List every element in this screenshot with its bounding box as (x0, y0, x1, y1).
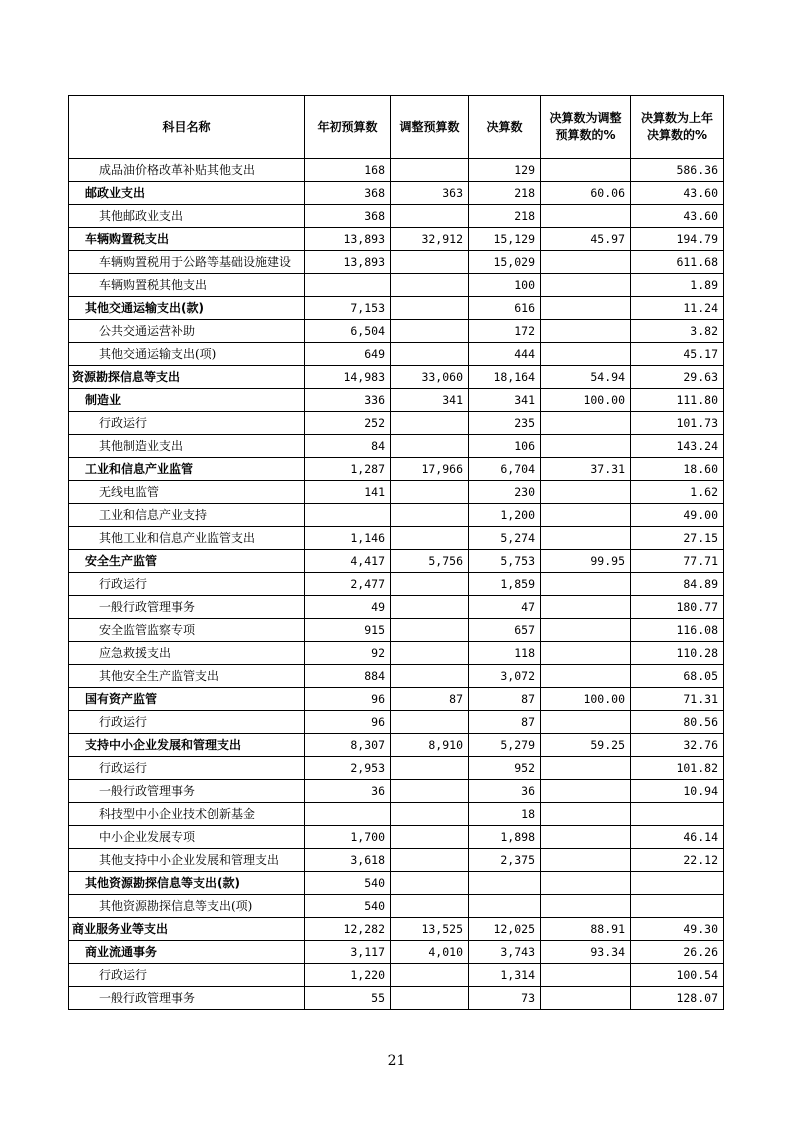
cell-pct-of-last-year: 180.77 (631, 596, 724, 619)
cell-subject-name: 制造业 (69, 389, 305, 412)
cell-adjusted-budget: 32,912 (391, 228, 469, 251)
cell-final-account: 18,164 (469, 366, 541, 389)
cell-adjusted-budget (391, 481, 469, 504)
table-row (69, 573, 724, 596)
cell-initial-budget: 540 (305, 895, 391, 918)
cell-pct-of-last-year: 128.07 (631, 987, 724, 1010)
table-row (69, 872, 724, 895)
cell-subject-name: 行政运行 (69, 573, 305, 596)
cell-final-account: 172 (469, 320, 541, 343)
header-adjusted-budget: 调整预算数 (391, 96, 469, 159)
cell-final-account: 73 (469, 987, 541, 1010)
table-header-row (69, 96, 724, 159)
cell-pct-of-adjusted: 60.06 (541, 182, 631, 205)
cell-adjusted-budget (391, 320, 469, 343)
cell-subject-name: 国有资产监管 (69, 688, 305, 711)
cell-subject-name: 成品油价格改革补贴其他支出 (69, 159, 305, 182)
cell-adjusted-budget (391, 642, 469, 665)
cell-final-account: 18 (469, 803, 541, 826)
table-row (69, 251, 724, 274)
cell-final-account: 2,375 (469, 849, 541, 872)
cell-final-account: 100 (469, 274, 541, 297)
cell-pct-of-last-year: 100.54 (631, 964, 724, 987)
table-row (69, 366, 724, 389)
table-row (69, 481, 724, 504)
cell-initial-budget: 3,618 (305, 849, 391, 872)
cell-subject-name: 邮政业支出 (69, 182, 305, 205)
cell-pct-of-adjusted (541, 205, 631, 228)
cell-adjusted-budget (391, 159, 469, 182)
cell-pct-of-last-year: 68.05 (631, 665, 724, 688)
cell-pct-of-adjusted: 88.91 (541, 918, 631, 941)
cell-adjusted-budget (391, 964, 469, 987)
cell-subject-name: 无线电监管 (69, 481, 305, 504)
cell-pct-of-last-year: 11.24 (631, 297, 724, 320)
table-row (69, 895, 724, 918)
cell-subject-name: 其他资源勘探信息等支出(项) (69, 895, 305, 918)
cell-pct-of-adjusted (541, 711, 631, 734)
table-row (69, 343, 724, 366)
cell-initial-budget: 1,700 (305, 826, 391, 849)
table-row (69, 159, 724, 182)
cell-pct-of-last-year: 26.26 (631, 941, 724, 964)
cell-initial-budget: 540 (305, 872, 391, 895)
cell-final-account: 3,072 (469, 665, 541, 688)
cell-final-account (469, 895, 541, 918)
cell-final-account: 1,314 (469, 964, 541, 987)
table-row (69, 527, 724, 550)
cell-final-account: 6,704 (469, 458, 541, 481)
cell-final-account: 47 (469, 596, 541, 619)
cell-final-account: 129 (469, 159, 541, 182)
table-row (69, 228, 724, 251)
cell-final-account: 235 (469, 412, 541, 435)
cell-pct-of-adjusted (541, 619, 631, 642)
table-row (69, 665, 724, 688)
cell-initial-budget: 13,893 (305, 228, 391, 251)
cell-final-account: 218 (469, 205, 541, 228)
header-subject-name: 科目名称 (69, 96, 305, 159)
cell-subject-name: 行政运行 (69, 964, 305, 987)
cell-adjusted-budget (391, 895, 469, 918)
cell-pct-of-adjusted: 59.25 (541, 734, 631, 757)
cell-subject-name: 其他交通运输支出(项) (69, 343, 305, 366)
cell-initial-budget: 1,287 (305, 458, 391, 481)
cell-adjusted-budget: 5,756 (391, 550, 469, 573)
table-row (69, 435, 724, 458)
table-row (69, 918, 724, 941)
cell-initial-budget: 4,417 (305, 550, 391, 573)
header-initial-budget: 年初预算数 (305, 96, 391, 159)
cell-pct-of-last-year: 49.30 (631, 918, 724, 941)
table-row (69, 320, 724, 343)
header-final-account: 决算数 (469, 96, 541, 159)
cell-pct-of-adjusted (541, 343, 631, 366)
cell-subject-name: 工业和信息产业监管 (69, 458, 305, 481)
cell-adjusted-budget (391, 527, 469, 550)
cell-subject-name: 商业服务业等支出 (69, 918, 305, 941)
table-row (69, 274, 724, 297)
cell-pct-of-last-year: 43.60 (631, 182, 724, 205)
table-row (69, 803, 724, 826)
cell-initial-budget: 368 (305, 182, 391, 205)
cell-adjusted-budget: 13,525 (391, 918, 469, 941)
cell-final-account: 218 (469, 182, 541, 205)
cell-final-account: 1,200 (469, 504, 541, 527)
cell-subject-name: 商业流通事务 (69, 941, 305, 964)
cell-pct-of-adjusted (541, 596, 631, 619)
table-row (69, 205, 724, 228)
cell-pct-of-last-year: 45.17 (631, 343, 724, 366)
cell-pct-of-last-year: 111.80 (631, 389, 724, 412)
cell-final-account: 952 (469, 757, 541, 780)
cell-pct-of-adjusted: 93.34 (541, 941, 631, 964)
cell-initial-budget: 2,953 (305, 757, 391, 780)
table-row (69, 688, 724, 711)
cell-pct-of-last-year (631, 895, 724, 918)
cell-subject-name: 行政运行 (69, 711, 305, 734)
cell-subject-name: 支持中小企业发展和管理支出 (69, 734, 305, 757)
table-row (69, 780, 724, 803)
cell-pct-of-last-year: 143.24 (631, 435, 724, 458)
table-row (69, 596, 724, 619)
cell-initial-budget (305, 504, 391, 527)
cell-pct-of-last-year: 80.56 (631, 711, 724, 734)
cell-pct-of-last-year: 29.63 (631, 366, 724, 389)
cell-final-account: 657 (469, 619, 541, 642)
cell-initial-budget (305, 803, 391, 826)
cell-final-account: 1,898 (469, 826, 541, 849)
cell-pct-of-adjusted (541, 435, 631, 458)
cell-pct-of-adjusted (541, 320, 631, 343)
table-row (69, 964, 724, 987)
cell-pct-of-adjusted (541, 757, 631, 780)
table-row (69, 504, 724, 527)
cell-pct-of-adjusted (541, 849, 631, 872)
cell-initial-budget: 96 (305, 688, 391, 711)
cell-adjusted-budget (391, 826, 469, 849)
cell-subject-name: 其他工业和信息产业监管支出 (69, 527, 305, 550)
cell-subject-name: 其他邮政业支出 (69, 205, 305, 228)
cell-pct-of-adjusted (541, 274, 631, 297)
cell-pct-of-adjusted: 37.31 (541, 458, 631, 481)
cell-initial-budget: 1,220 (305, 964, 391, 987)
cell-adjusted-budget (391, 757, 469, 780)
cell-subject-name: 资源勘探信息等支出 (69, 366, 305, 389)
cell-subject-name: 一般行政管理事务 (69, 780, 305, 803)
cell-subject-name: 公共交通运营补助 (69, 320, 305, 343)
cell-pct-of-last-year: 32.76 (631, 734, 724, 757)
cell-pct-of-adjusted (541, 987, 631, 1010)
cell-initial-budget: 12,282 (305, 918, 391, 941)
cell-initial-budget: 36 (305, 780, 391, 803)
cell-final-account: 12,025 (469, 918, 541, 941)
cell-subject-name: 其他制造业支出 (69, 435, 305, 458)
cell-subject-name: 一般行政管理事务 (69, 596, 305, 619)
cell-final-account: 341 (469, 389, 541, 412)
cell-adjusted-budget (391, 987, 469, 1010)
cell-initial-budget: 92 (305, 642, 391, 665)
cell-subject-name: 车辆购置税支出 (69, 228, 305, 251)
cell-final-account: 15,129 (469, 228, 541, 251)
cell-final-account: 106 (469, 435, 541, 458)
cell-pct-of-last-year: 49.00 (631, 504, 724, 527)
cell-final-account: 5,274 (469, 527, 541, 550)
table-row (69, 389, 724, 412)
cell-pct-of-last-year: 110.28 (631, 642, 724, 665)
cell-pct-of-last-year: 46.14 (631, 826, 724, 849)
cell-final-account (469, 872, 541, 895)
cell-adjusted-budget (391, 297, 469, 320)
cell-adjusted-budget (391, 665, 469, 688)
cell-pct-of-adjusted: 100.00 (541, 688, 631, 711)
cell-subject-name: 安全监管监察专项 (69, 619, 305, 642)
cell-final-account: 15,029 (469, 251, 541, 274)
cell-initial-budget: 252 (305, 412, 391, 435)
cell-pct-of-adjusted (541, 964, 631, 987)
cell-final-account: 3,743 (469, 941, 541, 964)
cell-final-account: 87 (469, 688, 541, 711)
table-row (69, 619, 724, 642)
cell-initial-budget: 55 (305, 987, 391, 1010)
cell-pct-of-last-year: 194.79 (631, 228, 724, 251)
header-pct-of-last-year: 决算数为上年决算数的% (631, 96, 724, 159)
cell-pct-of-last-year: 611.68 (631, 251, 724, 274)
cell-adjusted-budget (391, 849, 469, 872)
cell-pct-of-adjusted (541, 412, 631, 435)
cell-pct-of-last-year: 101.73 (631, 412, 724, 435)
header-pct-of-adjusted: 决算数为调整预算数的% (541, 96, 631, 159)
table-row (69, 849, 724, 872)
table-row (69, 458, 724, 481)
cell-subject-name: 其他支持中小企业发展和管理支出 (69, 849, 305, 872)
cell-pct-of-last-year: 77.71 (631, 550, 724, 573)
cell-adjusted-budget (391, 251, 469, 274)
table-row (69, 987, 724, 1010)
cell-pct-of-last-year: 586.36 (631, 159, 724, 182)
cell-final-account: 1,859 (469, 573, 541, 596)
page-number: 21 (387, 1053, 406, 1069)
cell-final-account: 118 (469, 642, 541, 665)
cell-pct-of-adjusted (541, 527, 631, 550)
cell-pct-of-adjusted: 54.94 (541, 366, 631, 389)
cell-pct-of-adjusted (541, 251, 631, 274)
cell-adjusted-budget (391, 803, 469, 826)
cell-pct-of-adjusted (541, 297, 631, 320)
cell-pct-of-last-year: 1.89 (631, 274, 724, 297)
cell-initial-budget (305, 274, 391, 297)
cell-subject-name: 中小企业发展专项 (69, 826, 305, 849)
cell-subject-name: 工业和信息产业支持 (69, 504, 305, 527)
cell-pct-of-last-year: 22.12 (631, 849, 724, 872)
cell-adjusted-budget (391, 343, 469, 366)
cell-pct-of-last-year (631, 803, 724, 826)
cell-initial-budget: 7,153 (305, 297, 391, 320)
cell-pct-of-adjusted (541, 803, 631, 826)
cell-subject-name: 车辆购置税用于公路等基础设施建设 (69, 251, 305, 274)
cell-pct-of-adjusted: 100.00 (541, 389, 631, 412)
table-row (69, 182, 724, 205)
cell-pct-of-last-year: 101.82 (631, 757, 724, 780)
cell-initial-budget: 84 (305, 435, 391, 458)
cell-pct-of-last-year: 10.94 (631, 780, 724, 803)
cell-subject-name: 安全生产监管 (69, 550, 305, 573)
cell-initial-budget: 2,477 (305, 573, 391, 596)
cell-initial-budget: 368 (305, 205, 391, 228)
cell-pct-of-adjusted (541, 826, 631, 849)
cell-pct-of-adjusted (541, 665, 631, 688)
table-row (69, 711, 724, 734)
cell-subject-name: 其他资源勘探信息等支出(款) (69, 872, 305, 895)
cell-pct-of-adjusted (541, 159, 631, 182)
cell-subject-name: 行政运行 (69, 412, 305, 435)
cell-adjusted-budget: 87 (391, 688, 469, 711)
cell-subject-name: 其他交通运输支出(款) (69, 297, 305, 320)
cell-adjusted-budget: 8,910 (391, 734, 469, 757)
cell-adjusted-budget: 363 (391, 182, 469, 205)
cell-initial-budget: 8,307 (305, 734, 391, 757)
cell-adjusted-budget: 33,060 (391, 366, 469, 389)
cell-initial-budget: 336 (305, 389, 391, 412)
table-row (69, 826, 724, 849)
cell-final-account: 5,279 (469, 734, 541, 757)
cell-final-account: 616 (469, 297, 541, 320)
table-row (69, 941, 724, 964)
table-row (69, 757, 724, 780)
cell-adjusted-budget (391, 780, 469, 803)
cell-subject-name: 科技型中小企业技术创新基金 (69, 803, 305, 826)
cell-subject-name: 一般行政管理事务 (69, 987, 305, 1010)
cell-adjusted-budget (391, 872, 469, 895)
cell-initial-budget: 649 (305, 343, 391, 366)
cell-adjusted-budget (391, 573, 469, 596)
cell-pct-of-adjusted (541, 573, 631, 596)
cell-adjusted-budget (391, 596, 469, 619)
cell-final-account: 87 (469, 711, 541, 734)
budget-table (68, 95, 724, 1010)
cell-pct-of-adjusted: 45.97 (541, 228, 631, 251)
table-row (69, 412, 724, 435)
cell-pct-of-last-year: 18.60 (631, 458, 724, 481)
cell-subject-name: 车辆购置税其他支出 (69, 274, 305, 297)
table-row (69, 642, 724, 665)
cell-pct-of-last-year: 71.31 (631, 688, 724, 711)
cell-initial-budget: 49 (305, 596, 391, 619)
cell-initial-budget: 915 (305, 619, 391, 642)
cell-adjusted-budget: 4,010 (391, 941, 469, 964)
cell-adjusted-budget (391, 412, 469, 435)
cell-final-account: 5,753 (469, 550, 541, 573)
table-row (69, 550, 724, 573)
cell-pct-of-adjusted (541, 872, 631, 895)
cell-pct-of-last-year: 3.82 (631, 320, 724, 343)
cell-pct-of-last-year (631, 872, 724, 895)
cell-subject-name: 行政运行 (69, 757, 305, 780)
cell-initial-budget: 96 (305, 711, 391, 734)
cell-adjusted-budget: 17,966 (391, 458, 469, 481)
cell-initial-budget: 3,117 (305, 941, 391, 964)
cell-adjusted-budget (391, 619, 469, 642)
cell-pct-of-adjusted (541, 780, 631, 803)
cell-adjusted-budget (391, 274, 469, 297)
cell-adjusted-budget: 341 (391, 389, 469, 412)
cell-initial-budget: 1,146 (305, 527, 391, 550)
cell-initial-budget: 13,893 (305, 251, 391, 274)
cell-adjusted-budget (391, 205, 469, 228)
cell-final-account: 444 (469, 343, 541, 366)
cell-pct-of-last-year: 43.60 (631, 205, 724, 228)
cell-initial-budget: 14,983 (305, 366, 391, 389)
cell-pct-of-last-year: 27.15 (631, 527, 724, 550)
cell-pct-of-adjusted (541, 481, 631, 504)
cell-initial-budget: 168 (305, 159, 391, 182)
table-row (69, 297, 724, 320)
cell-pct-of-adjusted (541, 895, 631, 918)
cell-pct-of-last-year: 84.89 (631, 573, 724, 596)
cell-subject-name: 其他安全生产监管支出 (69, 665, 305, 688)
cell-pct-of-adjusted (541, 642, 631, 665)
cell-initial-budget: 141 (305, 481, 391, 504)
cell-final-account: 36 (469, 780, 541, 803)
cell-pct-of-adjusted: 99.95 (541, 550, 631, 573)
cell-pct-of-adjusted (541, 504, 631, 527)
cell-subject-name: 应急救援支出 (69, 642, 305, 665)
cell-adjusted-budget (391, 711, 469, 734)
cell-pct-of-last-year: 116.08 (631, 619, 724, 642)
table-row (69, 734, 724, 757)
cell-final-account: 230 (469, 481, 541, 504)
table-body (69, 159, 724, 1010)
cell-initial-budget: 884 (305, 665, 391, 688)
cell-adjusted-budget (391, 435, 469, 458)
cell-adjusted-budget (391, 504, 469, 527)
cell-pct-of-last-year: 1.62 (631, 481, 724, 504)
cell-initial-budget: 6,504 (305, 320, 391, 343)
